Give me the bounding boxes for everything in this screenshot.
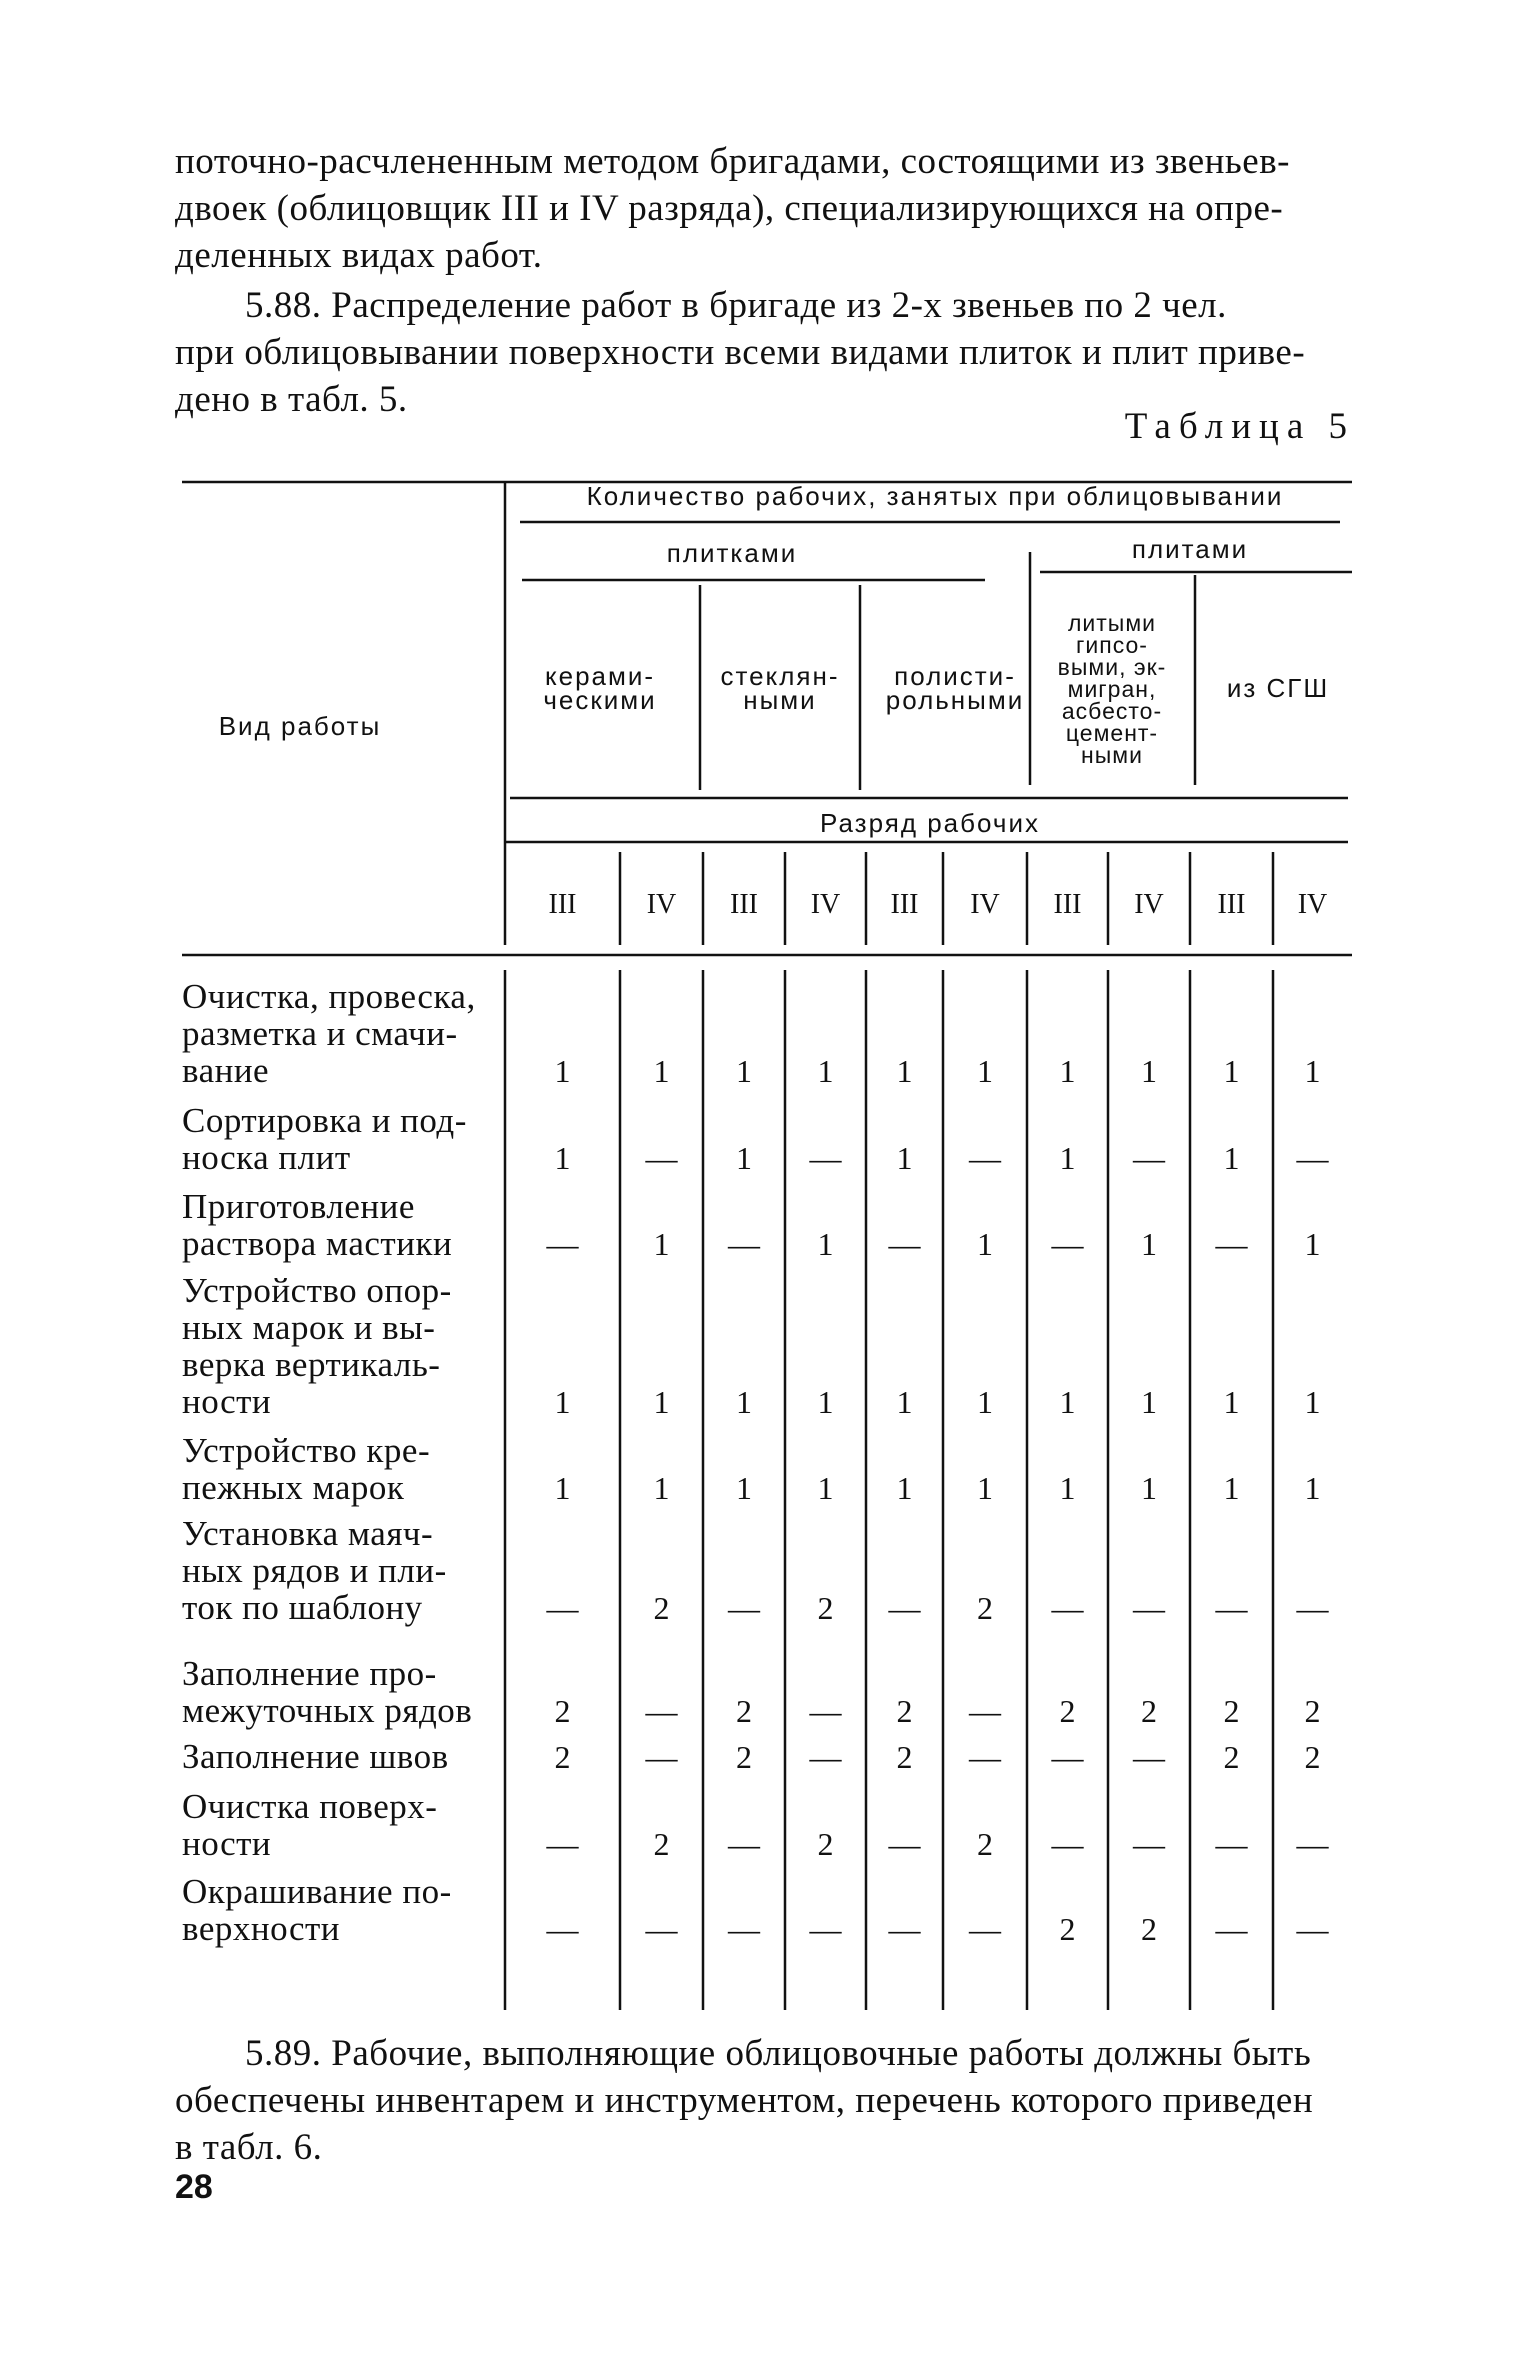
cell-value: 2 <box>736 1739 752 1775</box>
cell-value: 1 <box>1141 1226 1157 1262</box>
cell-value: — <box>546 1911 579 1947</box>
cell-value: 1 <box>1141 1053 1157 1089</box>
cell-value: — <box>888 1911 921 1947</box>
cell-value: — <box>809 1911 842 1947</box>
cell-value: 1 <box>1223 1140 1240 1176</box>
cell-value: 2 <box>1059 1911 1076 1947</box>
cell-value: — <box>1215 1911 1248 1947</box>
cell-value: 1 <box>736 1384 752 1420</box>
material-header: полисти- <box>894 661 1016 691</box>
cell-value: — <box>1133 1140 1165 1176</box>
cell-value: — <box>969 1739 1001 1775</box>
material-header: гипсо- <box>1076 632 1148 658</box>
table-caption: Таблица 5 <box>1124 406 1355 447</box>
cell-value: 1 <box>554 1140 571 1176</box>
material-header: литыми <box>1068 610 1156 636</box>
cell-value: — <box>546 1226 579 1262</box>
material-header: выми, эк- <box>1057 654 1167 680</box>
material-header: ными <box>743 685 817 715</box>
work-type-label: ных марок и вы- <box>182 1308 436 1347</box>
cell-value: — <box>809 1693 842 1729</box>
cell-value: 1 <box>1059 1470 1076 1506</box>
cell-value: — <box>645 1739 678 1775</box>
text-line: дено в табл. 5. <box>175 379 408 420</box>
cell-value: 2 <box>653 1826 670 1862</box>
cell-value: 1 <box>554 1470 571 1506</box>
cell-value: 2 <box>554 1693 571 1729</box>
cell-value: 2 <box>1141 1911 1157 1947</box>
cell-value: 2 <box>977 1826 993 1862</box>
work-type-label: Установка маяч- <box>182 1514 434 1553</box>
cell-value: — <box>809 1739 842 1775</box>
work-type-label: раствора мастики <box>182 1224 453 1263</box>
cell-value: — <box>969 1140 1001 1176</box>
cell-value: 1 <box>1304 1384 1321 1420</box>
cell-value: 1 <box>653 1053 670 1089</box>
cell-value: — <box>809 1140 842 1176</box>
cell-value: — <box>728 1911 760 1947</box>
cell-value: — <box>1296 1911 1329 1947</box>
cell-value: 1 <box>896 1053 913 1089</box>
cell-value: — <box>1296 1826 1329 1862</box>
cell-value: 1 <box>1223 1053 1240 1089</box>
work-type-label: пежных марок <box>182 1468 405 1507</box>
grade-label: III <box>890 889 919 920</box>
cell-value: 1 <box>653 1470 670 1506</box>
text-line: обеспечены инвентарем и инструментом, перечень которого приведен <box>175 2080 1314 2121</box>
cell-value: 2 <box>1223 1693 1240 1729</box>
work-type-label: Окрашивание по- <box>182 1872 452 1911</box>
cell-value: 2 <box>896 1739 913 1775</box>
grade-label: IV <box>1297 889 1328 920</box>
work-type-label: вание <box>182 1051 270 1090</box>
cell-value: 1 <box>653 1384 670 1420</box>
material-header: ными <box>1081 742 1143 768</box>
cell-value: — <box>888 1826 921 1862</box>
grade-label: IV <box>1134 889 1164 920</box>
page-number: 28 <box>175 2168 213 2206</box>
cell-value: 1 <box>977 1384 993 1420</box>
grade-label: III <box>1217 889 1246 920</box>
text-line: 5.89. Рабочие, выполняющие облицовочные работы должны быть <box>245 2033 1312 2074</box>
work-type-label: Сортировка и под- <box>182 1101 467 1140</box>
cell-value: — <box>1215 1226 1248 1262</box>
cell-value: — <box>546 1590 579 1626</box>
cell-value: 1 <box>554 1053 571 1089</box>
cell-value: 2 <box>736 1693 752 1729</box>
cell-value: 1 <box>1304 1226 1321 1262</box>
material-header: из СГШ <box>1226 673 1330 703</box>
material-header: стеклян- <box>720 661 840 691</box>
cell-value: 2 <box>1304 1693 1321 1729</box>
work-type-label: Очистка, провеска, <box>182 977 476 1016</box>
slabs-group-header: плитами <box>1131 534 1249 564</box>
text-line: при облицовывании поверхности всеми видами плиток и плит приве- <box>175 332 1306 373</box>
grade-label: III <box>548 889 577 920</box>
text-line: поточно-расчлененным методом бригадами, состоящими из звеньев- <box>175 141 1291 182</box>
cell-value: 1 <box>736 1053 752 1089</box>
cell-value: 1 <box>896 1470 913 1506</box>
cell-value: 1 <box>977 1226 993 1262</box>
cell-value: 1 <box>1059 1384 1076 1420</box>
work-type-label: Очистка поверх- <box>182 1787 438 1826</box>
work-type-label: верхности <box>182 1909 341 1948</box>
cell-value: 1 <box>1059 1053 1076 1089</box>
cell-value: — <box>1296 1140 1329 1176</box>
cell-value: — <box>969 1693 1001 1729</box>
cell-value: — <box>1051 1739 1084 1775</box>
cell-value: — <box>888 1590 921 1626</box>
cell-value: 1 <box>1304 1053 1321 1089</box>
material-header: асбесто- <box>1061 698 1163 724</box>
grade-label: IV <box>970 889 1000 920</box>
work-type-label: носка плит <box>182 1138 351 1177</box>
material-header: цемент- <box>1065 720 1159 746</box>
cell-value: 1 <box>1223 1384 1240 1420</box>
material-header: рольными <box>885 685 1025 715</box>
cell-value: — <box>1133 1739 1165 1775</box>
cell-value: — <box>728 1590 760 1626</box>
work-type-label: ности <box>182 1824 272 1863</box>
tiles-group-header: плитками <box>666 538 798 568</box>
text-line: 5.88. Распределение работ в бригаде из 2-х звеньев по 2 чел. <box>245 285 1227 326</box>
cell-value: 1 <box>817 1384 834 1420</box>
cell-value: — <box>1215 1590 1248 1626</box>
cell-value: — <box>728 1226 760 1262</box>
cell-value: 2 <box>653 1590 670 1626</box>
cell-value: — <box>728 1826 760 1862</box>
cell-value: 2 <box>817 1590 834 1626</box>
material-header: ческими <box>543 685 657 715</box>
text-line: деленных видах работ. <box>175 235 543 276</box>
grade-label: IV <box>810 889 841 920</box>
cell-value: — <box>1133 1590 1165 1626</box>
cell-value: — <box>1133 1826 1165 1862</box>
cell-value: 1 <box>1059 1140 1076 1176</box>
cell-value: 1 <box>896 1384 913 1420</box>
cell-value: — <box>888 1226 921 1262</box>
cell-value: 1 <box>653 1226 670 1262</box>
cell-value: 1 <box>1141 1384 1157 1420</box>
work-type-label: Устройство опор- <box>182 1271 452 1310</box>
cell-value: 1 <box>1304 1470 1321 1506</box>
cell-value: 1 <box>736 1470 752 1506</box>
cell-value: 2 <box>977 1590 993 1626</box>
work-type-label: Приготовление <box>182 1187 415 1226</box>
work-type-label: верка вертикаль- <box>182 1345 441 1384</box>
cell-value: — <box>1296 1590 1329 1626</box>
work-type-label: ток по шаблону <box>182 1588 423 1627</box>
cell-value: — <box>645 1693 678 1729</box>
cell-value: 1 <box>817 1053 834 1089</box>
text-line: двоек (облицовщик III и IV разряда), специализирующихся на опре- <box>175 188 1284 229</box>
cell-value: — <box>1051 1590 1084 1626</box>
count-header: Количество рабочих, занятых при облицовывании <box>586 481 1284 511</box>
work-type-label: Устройство кре- <box>182 1431 431 1470</box>
cell-value: — <box>645 1911 678 1947</box>
cell-value: — <box>546 1826 579 1862</box>
cell-value: 1 <box>1223 1470 1240 1506</box>
cell-value: 2 <box>1223 1739 1240 1775</box>
cell-value: 2 <box>1304 1739 1321 1775</box>
material-header: керами- <box>544 661 656 691</box>
work-type-label: ности <box>182 1382 272 1421</box>
material-header: мигран, <box>1067 676 1157 702</box>
paragraph-5-89 <box>175 2030 1355 2171</box>
cell-value: — <box>1051 1826 1084 1862</box>
work-type-label: Заполнение швов <box>182 1737 449 1776</box>
table-text <box>182 481 1330 1948</box>
work-type-label: Заполнение про- <box>182 1654 437 1693</box>
cell-value: 1 <box>554 1384 571 1420</box>
cell-value: 1 <box>977 1470 993 1506</box>
cell-value: 2 <box>1141 1693 1157 1729</box>
cell-value: 1 <box>817 1470 834 1506</box>
cell-value: 1 <box>1141 1470 1157 1506</box>
cell-value: 2 <box>1059 1693 1076 1729</box>
work-type-label: межуточных рядов <box>182 1691 473 1730</box>
cell-value: 1 <box>736 1140 752 1176</box>
work-type-label: разметка и смачи- <box>182 1014 458 1053</box>
cell-value: — <box>645 1140 678 1176</box>
work-type-header: Вид работы <box>218 711 382 741</box>
grade-label: III <box>1053 889 1082 920</box>
cell-value: 2 <box>896 1693 913 1729</box>
cell-value: — <box>969 1911 1001 1947</box>
grade-label: III <box>730 889 758 920</box>
work-type-label: ных рядов и пли- <box>182 1551 447 1590</box>
cell-value: — <box>1215 1826 1248 1862</box>
cell-value: — <box>1051 1226 1084 1262</box>
cell-value: 2 <box>817 1826 834 1862</box>
cell-value: 1 <box>817 1226 834 1262</box>
cell-value: 2 <box>554 1739 571 1775</box>
cell-value: 1 <box>977 1053 993 1089</box>
grade-label: IV <box>646 889 677 920</box>
cell-value: 1 <box>896 1140 913 1176</box>
grade-header: Разряд рабочих <box>820 808 1040 838</box>
text-line: в табл. 6. <box>175 2127 323 2168</box>
